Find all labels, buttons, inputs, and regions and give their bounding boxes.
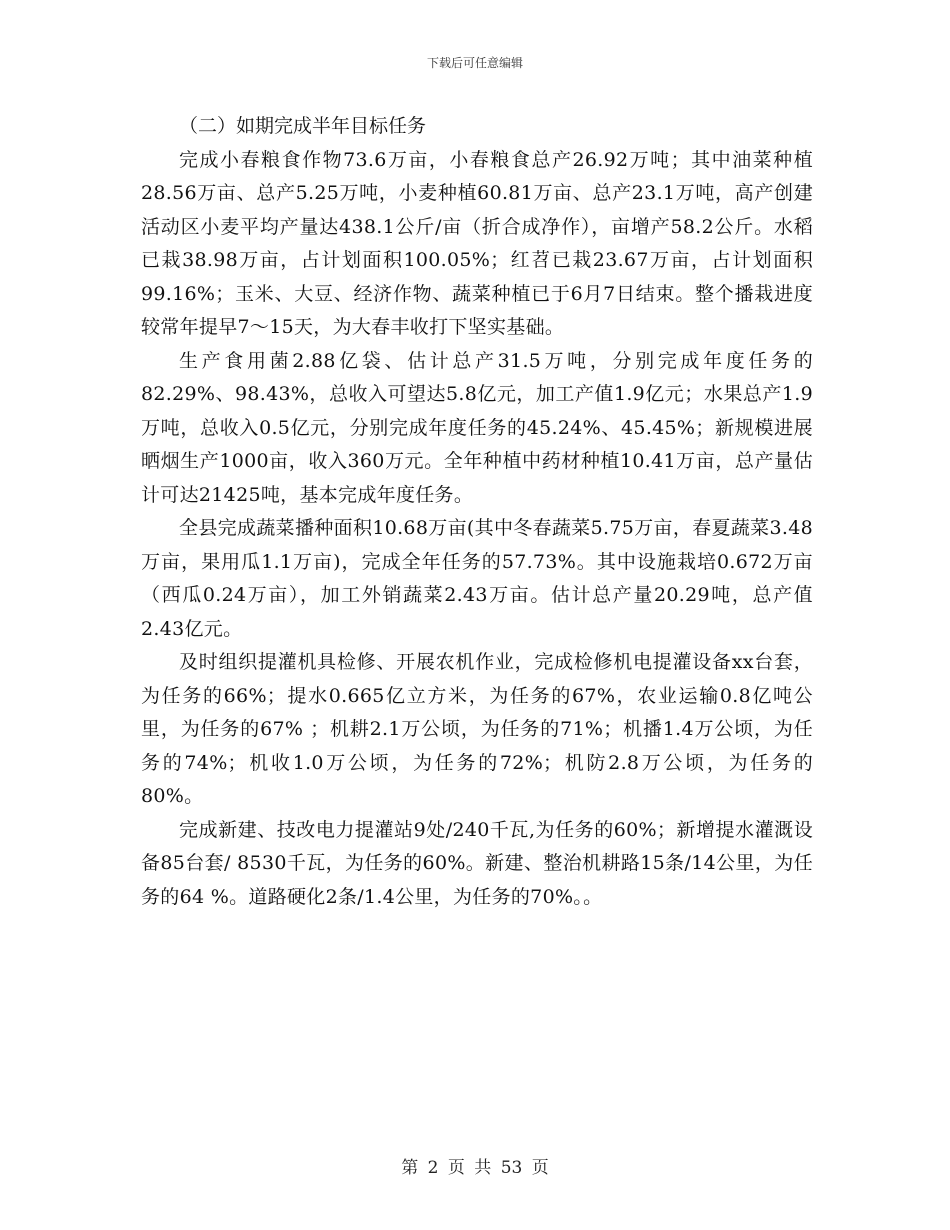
paragraph-machinery: 及时组织提灌机具检修、开展农机作业，完成检修机电提灌设备xx台套，为任务的66%；提水0.665亿立方米，为任务的67%，农业运输0.8亿吨公里，为任务的67% ；机耕2.1万公顷，为任务的71%；机播1.4万公顷，为任务的74%；机收1.0万公顷，为任务的72%；机防2.8万公顷，为任务的80%。 <box>141 651 813 807</box>
page-number: 第 2 页 共 53 页 <box>401 1158 549 1178</box>
paragraph-vegetables: 全县完成蔬菜播种面积10.68万亩(其中冬春蔬菜5.75万亩，春夏蔬菜3.48万亩，果用瓜1.1万亩)，完成全年任务的57.73%。其中设施栽培0.672万亩（西瓜0.24万亩），加工外销蔬菜2.43万亩。估计总产量20.29吨，总产值2.43亿元。 <box>141 517 813 640</box>
paragraph-fungi-fruit: 生产食用菌2.88亿袋、估计总产31.5万吨，分别完成年度任务的82.29%、98.43%，总收入可望达5.8亿元，加工产值1.9亿元；水果总产1.9万吨，总收入0.5亿元，分别完成年度任务的45.24%、45.45%；新规模进展晒烟生产1000亩，收入360万元。全年种植中药材种植10.41万亩，总产量估计可达21425吨，基本完成年度任务。 <box>141 349 813 506</box>
paragraph-irrigation: 完成新建、技改电力提灌站9处/240千瓦,为任务的60%；新增提水灌溉设备85台套/ 8530千瓦，为任务的60%。新建、整治机耕路15条/14公里，为任务的64 %。道路硬化2条/1.4公里，为任务的70%。。 <box>141 818 813 908</box>
page-header-note: 下载后可任意编辑 <box>426 56 523 70</box>
document-body <box>141 110 813 914</box>
paragraph-crop-summary: 完成小春粮食作物73.6万亩，小春粮食总产26.92万吨；其中油菜种植28.56万亩、总产5.25万吨，小麦种植60.81万亩、总产23.1万吨，高产创建活动区小麦平均产量达438.1公斤/亩（折合成净作），亩增产58.2公斤。水稻已栽38.98万亩，占计划面积100.05%；红苕已栽23.67万亩，占计划面积99.16%；玉米、大豆、经济作物、蔬菜种植已于6月7日结束。整个播栽进度较常年提早7～15天，为大春丰收打下坚实基础。 <box>141 148 813 338</box>
section-heading: （二）如期完成半年目标任务 <box>179 115 427 137</box>
